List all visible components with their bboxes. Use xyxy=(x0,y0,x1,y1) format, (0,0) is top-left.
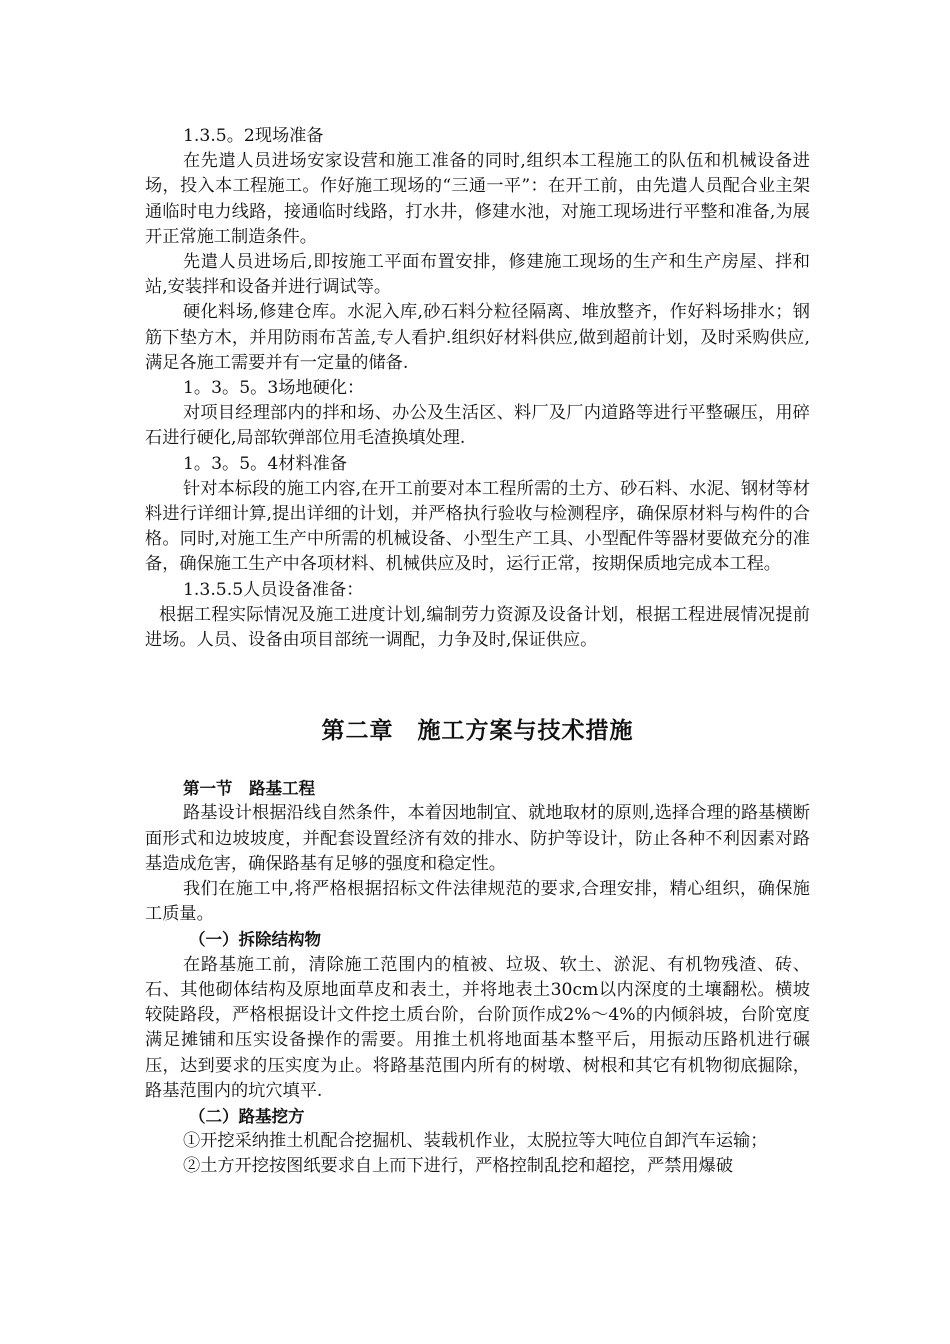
subsection-heading-1354: 1。3。5。4材料准备 xyxy=(183,453,348,474)
chapter-title: 第二章 施工方案与技术措施 xyxy=(321,718,634,745)
subheading-excavation: （二）路基挖方 xyxy=(189,1106,305,1126)
document-page xyxy=(145,124,810,1180)
section-heading-roadbed: 第一节 路基工程 xyxy=(183,779,315,799)
paragraph-material-preparation: 针对本标段的施工内容,在开工前要对本工程所需的土方、砂石料、水泥、钢材等材料进行详细计算,提出详细的计划，并严格执行验收与检测程序，确保原材料与构件的合格。同时,对施工生产中所需的机械设备、小型生产工具、小型配件等器材要做充分的准备，确保施工生产中各项材料、机械供应及时，运行正常，按期保质地完成本工程。 xyxy=(145,478,810,575)
paragraph-material-yard: 硬化料场,修建仓库。水泥入库,砂石料分粒径隔离、堆放整齐，作好料场排水；钢筋下垫方木，并用防雨布苫盖,专人看护.组织好材料供应,做到超前计划，及时采购供应,满足各施工需要并有一定量的储备. xyxy=(145,302,810,373)
paragraph-advance-team: 先遣人员进场后,即按施工平面布置安排，修建施工现场的生产和生产房屋、拌和站,安装拌和设备并进行调试等。 xyxy=(145,252,810,298)
subheading-demolition: （一）拆除结构物 xyxy=(189,930,321,950)
paragraph-construction-quality: 我们在施工中,将严格根据招标文件法律规范的要求,合理安排，精心组织，确保施工质量。 xyxy=(145,879,810,925)
subsection-heading-1352: 1.3.5。2现场准备 xyxy=(183,126,324,146)
list-item-excavation-1: ①开挖采纳推土机配合挖掘机、装载机作业，太脱拉等大吨位自卸汽车运输； xyxy=(183,1131,768,1152)
paragraph-site-clearing: 在路基施工前，清除施工范围内的植被、垃圾、软土、淤泥、有机物残渣、砖、石、其他砌体结构及原地面草皮和表土，并将地表土30cm以内深度的土壤翻松。横坡较陡路段，严格根据设计文件挖土质台阶，台阶顶作成2%～4%的内倾斜坡，台阶宽度满足摊铺和压实设备操作的需要。用推土机将地面基本整平后，用振动压路机进行碾压，达到要求的压实度为止。将路基范围内所有的树墩、树根和其它有机物彻底掘除，路基范围内的坑穴填平. xyxy=(145,954,810,1101)
paragraph-site-preparation: 在先遣人员进场安家设营和施工准备的同时,组织本工程施工的队伍和机械设备进场，投入本工程施工。作好施工现场的“三通一平”：在开工前，由先遣人员配合业主架通临时电力线路，接通临时线路，打水井，修建水池，对施工现场进行平整和准备,为展开正常施工制造条件。 xyxy=(145,151,810,247)
subsection-heading-1353: 1。3。5。3场地硬化： xyxy=(183,378,365,399)
paragraph-personnel-equipment: 根据工程实际情况及施工进度计划,编制劳力资源及设备计划，根据工程进展情况提前进场。人员、设备由项目部统一调配，力争及时,保证供应。 xyxy=(145,604,810,651)
paragraph-roadbed-design: 路基设计根据沿线自然条件，本着因地制宜、就地取材的原则,选择合理的路基横断面形式和边坡坡度，并配套设置经济有效的排水、防护等设计，防止各种不利因素对路基造成危害，确保路基有足够的强度和稳定性。 xyxy=(145,803,810,874)
subsection-heading-1355: 1.3.5.5人员设备准备： xyxy=(183,579,364,600)
list-item-excavation-2: ②土方开挖按图纸要求自上而下进行，严格控制乱挖和超挖，严禁用爆破 xyxy=(183,1156,734,1177)
paragraph-site-hardening: 对项目经理部内的拌和场、办公及生活区、料厂及厂内道路等进行平整碾压，用碎石进行硬化,局部软弹部位用毛渣换填处理. xyxy=(145,403,810,449)
